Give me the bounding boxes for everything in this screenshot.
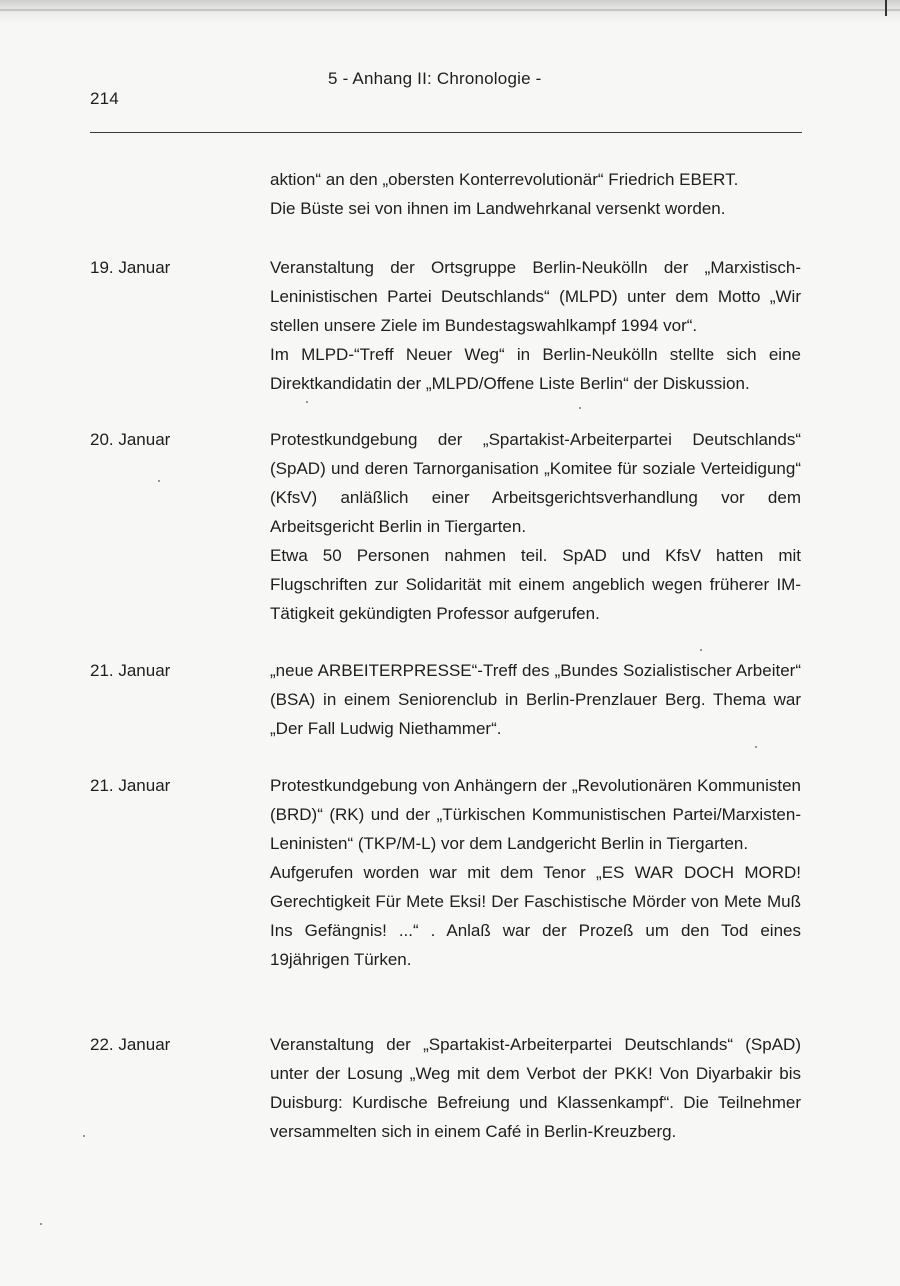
entry-body (270, 425, 801, 628)
entry-paragraph: Veranstaltung der Ortsgruppe Berlin-Neukölln der „Marxistisch-Leninistischen Partei Deutschlands“ (MLPD) unter dem Motto „Wir stellen unsere Ziele im Bundestagswahlkampf 1994 vor“. (270, 258, 801, 335)
entry-paragraph: Aufgerufen worden war mit dem Tenor „ES WAR DOCH MORD! Gerechtigkeit Für Mete Eksi! Der Faschistische Mörder von Mete Muß Ins Gefängnis! ...“ . Anlaß war der Prozeß um den Tod eines 19jährigen Türken. (270, 863, 801, 969)
scan-speck (158, 480, 160, 482)
scan-top-edge (0, 0, 900, 24)
entry-body (270, 771, 801, 974)
scan-speck (40, 1223, 42, 1225)
scan-speck (306, 401, 308, 403)
entry-paragraph: Veranstaltung der „Spartakist-Arbeiterpartei Deutschlands“ (SpAD) unter der Losung „Weg mit dem Verbot der PKK! Von Diyarbakir bis Duisburg: Kurdische Befreiung und Klassenkampf“. Die Teilnehmer versammelten sich in einem Café in Berlin-Kreuzberg. (270, 1035, 801, 1141)
scan-corner-mark (885, 0, 887, 16)
continuation-text (270, 165, 801, 223)
scan-speck (83, 1135, 85, 1137)
running-header-title: 5 - Anhang II: Chronologie - (328, 69, 542, 88)
entry-paragraph: Protestkundgebung von Anhängern der „Revolutionären Kommunisten (BRD)“ (RK) und der „Türkischen Kommunistischen Partei/Marxisten-Leninisten“ (TKP/M-L) vor dem Landgericht Berlin in Tiergarten. (270, 776, 801, 853)
entry-body (270, 656, 801, 743)
scan-edge-line (0, 9, 900, 11)
scan-speck (700, 649, 702, 651)
entry-paragraph: „neue ARBEITERPRESSE“-Treff des „Bundes Sozialistischer Arbeiter“ (BSA) in einem Seniorenclub in Berlin-Prenzlauer Berg. Thema war „Der Fall Ludwig Niethammer“. (270, 661, 801, 738)
entry-paragraph: Im MLPD-“Treff Neuer Weg“ in Berlin-Neukölln stellte sich eine Direktkandidatin der „MLPD/Offene Liste Berlin“ der Diskussion. (270, 345, 801, 393)
entry-body (270, 253, 801, 398)
scan-speck (755, 746, 757, 748)
entry-paragraph: Etwa 50 Personen nahmen teil. SpAD und KfsV hatten mit Flugschriften zur Solidarität mit einem angeblich wegen früherer IM-Tätigkeit gekündigten Professor aufgerufen. (270, 546, 801, 623)
page-number: 214 (90, 89, 119, 108)
entry-date: 21. Januar (90, 776, 171, 795)
entry-date: 20. Januar (90, 430, 171, 449)
scan-speck (579, 407, 581, 409)
entry-date: 19. Januar (90, 258, 171, 277)
entry-body (270, 1030, 801, 1146)
entry-paragraph: Protestkundgebung der „Spartakist-Arbeiterpartei Deutschlands“ (SpAD) und deren Tarnorganisation „Komitee für soziale Verteidigung“ (KfsV) anläßlich einer Arbeitsgerichtsverhandlung vor dem Arbeitsgericht Berlin in Tiergarten. (270, 430, 801, 536)
entry-date: 21. Januar (90, 661, 171, 680)
continuation-line: aktion“ an den „obersten Konterrevolutionär“ Friedrich EBERT. (270, 170, 739, 189)
header-rule (90, 132, 802, 133)
continuation-line: Die Büste sei von ihnen im Landwehrkanal versenkt worden. (270, 199, 726, 218)
entry-date: 22. Januar (90, 1035, 171, 1054)
